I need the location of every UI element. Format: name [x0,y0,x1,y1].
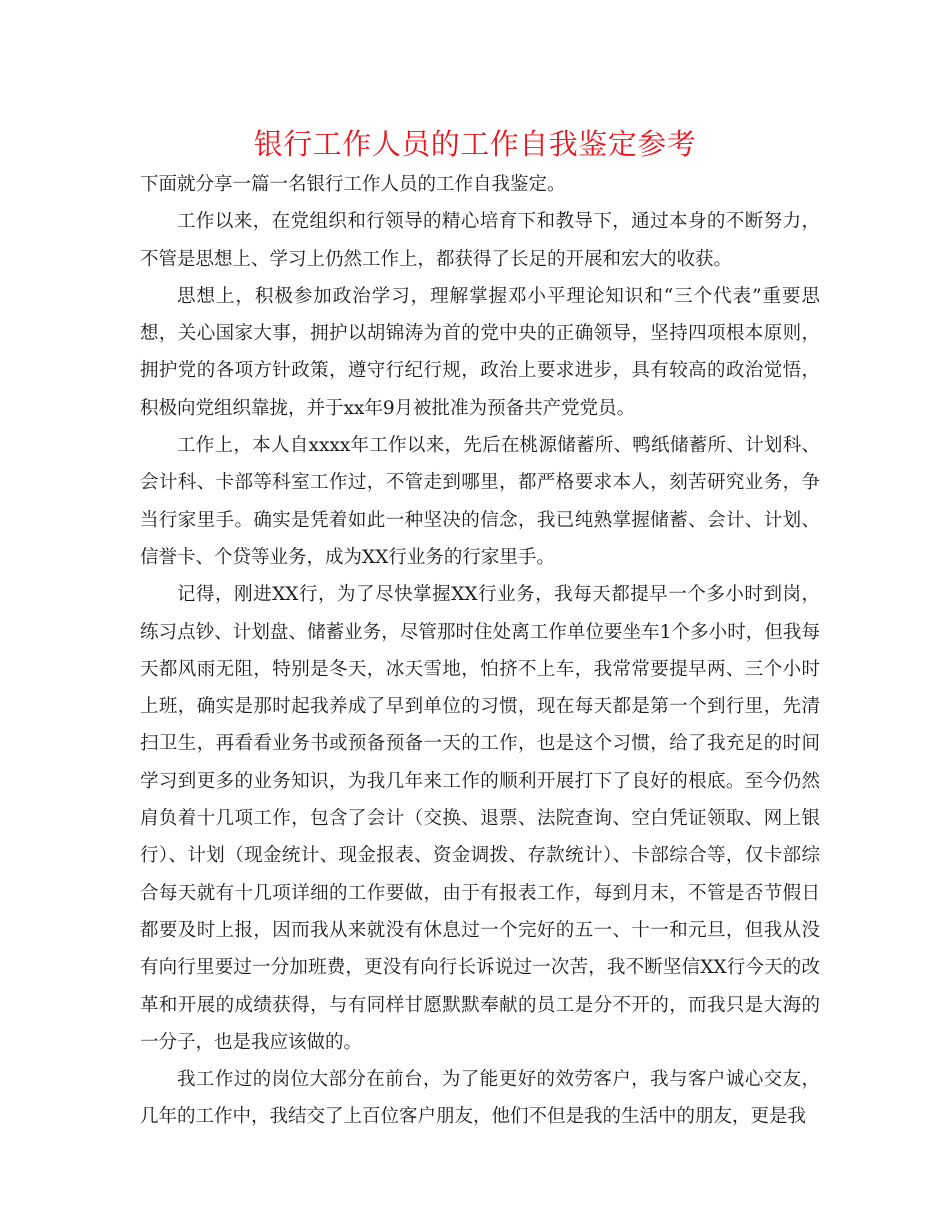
document-title: 银行工作人员的工作自我鉴定参考 [253,127,697,161]
body-paragraph: 工作以来，在党组织和行领导的精心培育下和教导下，通过本身的不断努力，不管是思想上、学习上仍然工作上，都获得了长足的开展和宏大的收获。 [140,211,820,270]
intro-paragraph: 下面就分享一篇一名银行工作人员的工作自我鉴定。 [140,174,566,195]
body-paragraph: 工作上，本人自xxxx年工作以来，先后在桃源储蓄所、鸭纸储蓄所、计划科、会计科、卡部等科室工作过，不管走到哪里，都严格要求本人，刻苦研究业务，争当行家里手。确实是凭着如此一种坚决的信念，我已纯熟掌握储蓄、会计、计划、信誉卡、个贷等业务，成为XX行业务的行家里手。 [140,435,820,568]
body-paragraph: 记得，刚进XX行，为了尽快掌握XX行业务，我每天都提早一个多小时到岗，练习点钞、计划盘、储蓄业务，尽管那时住处离工作单位要坐车1个多小时，但我每天都风雨无阻，特别是冬天，冰天雪地，怕挤不上车，我常常要提早两、三个小时上班，确实是那时起我养成了早到单位的习惯，现在每天都是第一个到行里，先清扫卫生，再看看业务书或预备预备一天的工作，也是这个习惯，给了我充足的时间学习到更多的业务知识，为我几年来工作的顺利开展打下了良好的根底。至今仍然肩负着十几项工作，包含了会计（交换、退票、法院查询、空白凭证领取、网上银行）、计划（现金统计、现金报表、资金调拨、存款统计）、卡部综合等，仅卡部综合每天就有十几项详细的工作要做，由于有报表工作，每到月末，不管是否节假日都要及时上报，因而我从来就没有休息过一个完好的五一、十一和元旦，但我从没有向行里要过一分加班费，更没有向行长诉说过一次苦，我不断坚信XX行今天的改革和开展的成绩获得，与有同样甘愿默默奉献的员工是分不开的，而我只是大海的一分子，也是我应该做的。 [140,584,820,1053]
body-paragraph: 我工作过的岗位大部分在前台，为了能更好的效劳客户，我与客户诚心交友，几年的工作中，我结交了上百位客户朋友，他们不但是我的生活中的朋友，更是我 [140,1069,820,1128]
document-body [140,166,820,1136]
body-paragraph: 思想上，积极参加政治学习，理解掌握邓小平理论知识和“三个代表”重要思想，关心国家大事，拥护以胡锦涛为首的党中央的正确领导，坚持四项根本原则，拥护党的各项方针政策，遵守行纪行规，政治上要求进步，具有较高的政治觉悟，积极向党组织靠拢，并于xx年9月被批准为预备共产党党员。 [140,285,820,419]
